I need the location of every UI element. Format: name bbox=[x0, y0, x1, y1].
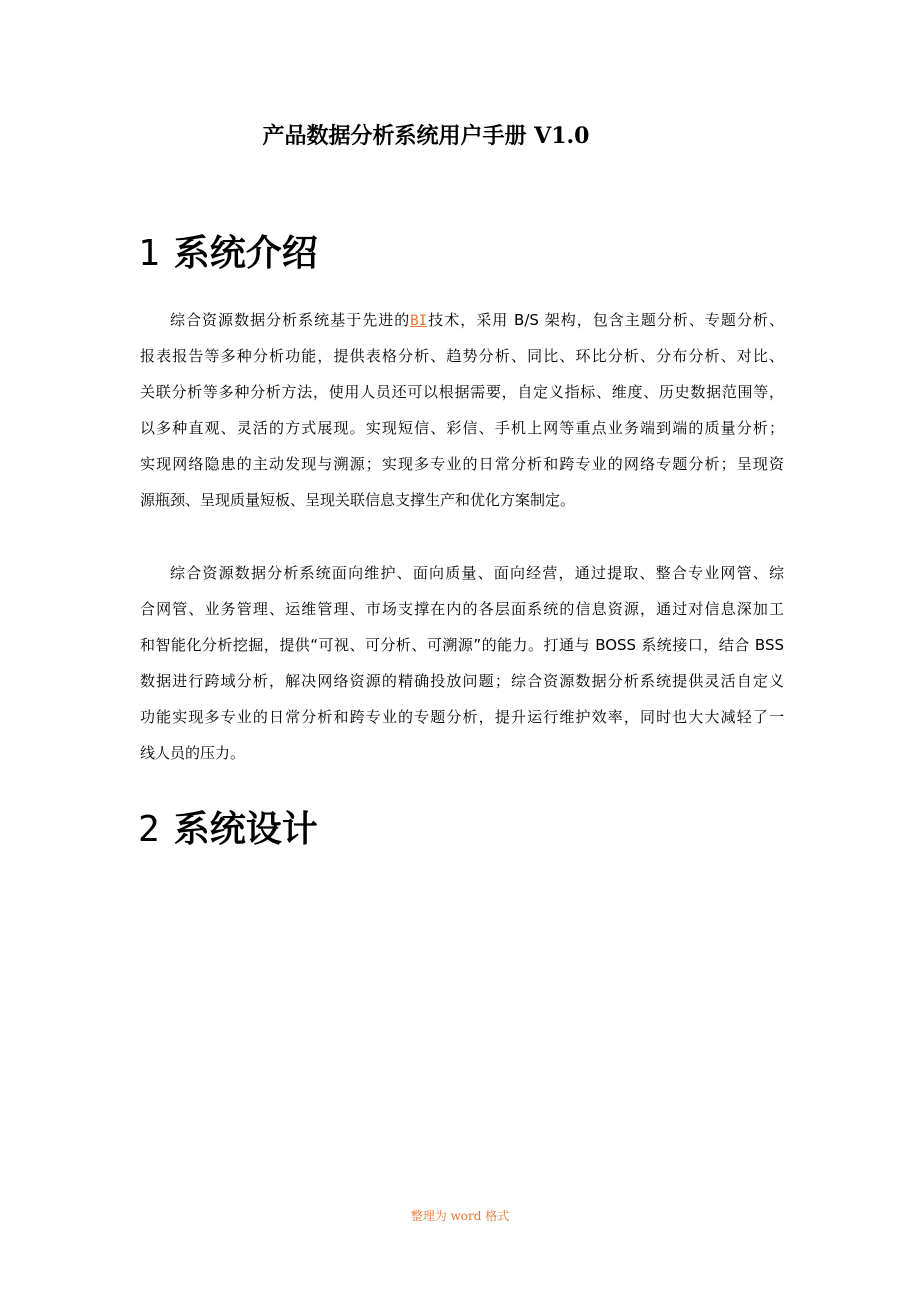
paragraph-line: 数据进行跨域分析，解决网络资源的精确投放问题；综合资源数据分析系统提供灵活自定义 bbox=[140, 672, 784, 690]
page-footer: 整理为 word 格式 bbox=[410, 1209, 510, 1223]
paragraph-line: 综合资源数据分析系统面向维护、面向质量、面向经营，通过提取、整合专业网管、综 bbox=[170, 564, 784, 582]
paragraph-intro-1 bbox=[140, 302, 784, 518]
section-heading-1 bbox=[138, 230, 318, 278]
text-run: 综合资源数据分析系统基于先进的 bbox=[170, 311, 411, 329]
section-heading-2 bbox=[138, 806, 318, 854]
paragraph-line: 实现网络隐患的主动发现与溯源；实现多专业的日常分析和跨专业的网络专题分析；呈现资 bbox=[140, 455, 784, 473]
paragraph-line: 源瓶颈、呈现质量短板、呈现关联信息支撑生产和优化方案制定。 bbox=[140, 491, 576, 509]
text-run: 技术，采用 B/S 架构，包含主题分析、专题分析、 bbox=[427, 311, 784, 329]
paragraph-line: 和智能化分析挖掘，提供“可视、可分析、可溯源”的能力。打通与 BOSS 系统接口，结合 BSS bbox=[140, 636, 784, 654]
section-title: 系统设计 bbox=[173, 809, 318, 850]
paragraph-line: 线人员的压力。 bbox=[140, 744, 246, 762]
paragraph-line: 关联分析等多种分析方法，使用人员还可以根据需要，自定义指标、维度、历史数据范围等， bbox=[140, 383, 784, 401]
section-title: 系统介绍 bbox=[173, 233, 318, 274]
paragraph-line: 功能实现多专业的日常分析和跨专业的专题分析，提升运行维护效率，同时也大大减轻了一 bbox=[140, 708, 784, 726]
section-number: 2 bbox=[138, 809, 160, 850]
document-title: 产品数据分析系统用户手册 V1.0 bbox=[262, 123, 590, 149]
bi-link[interactable]: BI bbox=[410, 313, 428, 329]
paragraph-intro-2 bbox=[140, 555, 784, 771]
paragraph-line: 合网管、业务管理、运维管理、市场支撑在内的各层面系统的信息资源，通过对信息深加工 bbox=[140, 600, 784, 618]
paragraph-line bbox=[140, 302, 784, 338]
paragraph-line: 以多种直观、灵活的方式展现。实现短信、彩信、手机上网等重点业务端到端的质量分析； bbox=[140, 419, 784, 437]
section-number: 1 bbox=[138, 233, 160, 274]
paragraph-line: 报表报告等多种分析功能，提供表格分析、趋势分析、同比、环比分析、分布分析、对比、 bbox=[140, 347, 784, 365]
